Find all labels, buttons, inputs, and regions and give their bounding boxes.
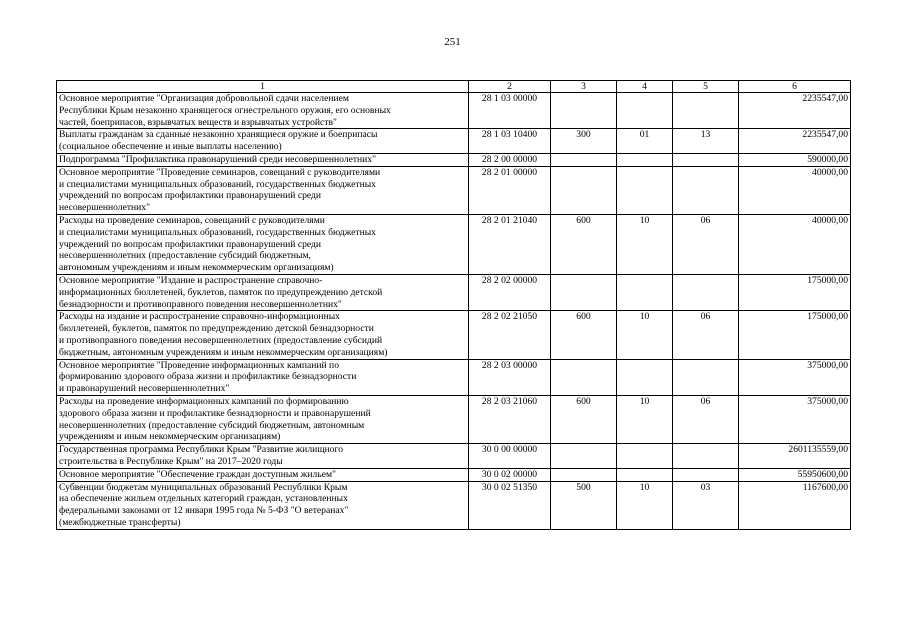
header-col-5: 5	[673, 81, 739, 93]
row-vr-cell	[551, 359, 617, 395]
row-sum-cell: 2235547,00	[739, 93, 851, 129]
row-vr-cell	[551, 274, 617, 310]
row-pr-cell: 03	[673, 481, 739, 529]
row-sum-cell: 175000,00	[739, 274, 851, 310]
row-vr-cell	[551, 468, 617, 481]
row-rz-cell	[617, 468, 673, 481]
header-col-1: 1	[57, 81, 469, 93]
row-sum-cell: 55950600,00	[739, 468, 851, 481]
row-vr-cell: 600	[551, 395, 617, 443]
row-rz-cell	[617, 274, 673, 310]
row-vr-cell: 600	[551, 311, 617, 359]
row-sum-cell: 175000,00	[739, 311, 851, 359]
row-rz-cell: 10	[617, 481, 673, 529]
header-row	[57, 81, 851, 93]
row-pr-cell: 06	[673, 395, 739, 443]
row-name-cell: Выплаты гражданам за сданные незаконно хранящиеся оружие и боеприпасы (социальное обеспечение и иные выплаты населению)	[57, 129, 469, 154]
row-name-cell: Расходы на проведение семинаров, совещаний с руководителями и специалистами муниципальных образований, государственных бюджетных учреждений по вопросам профилактики правонарушений среди несовершеннолетних (предоставление субсидий бюджетным, автономным учреждениям и иным некоммерческим организациям)	[57, 214, 469, 274]
table-row	[57, 468, 851, 481]
row-vr-cell: 500	[551, 481, 617, 529]
table-row	[57, 214, 851, 274]
header-col-3: 3	[551, 81, 617, 93]
table-row	[57, 166, 851, 214]
row-name-cell: Основное мероприятие "Издание и распространение справочно- информационных бюллетеней, буклетов, памяток по предупреждению детской безнадзорности и противоправного поведения несовершеннолетних"	[57, 274, 469, 310]
row-sum-cell: 375000,00	[739, 359, 851, 395]
row-code-cell: 28 2 01 00000	[469, 166, 551, 214]
row-rz-cell: 01	[617, 129, 673, 154]
row-code-cell: 28 2 03 21060	[469, 395, 551, 443]
row-sum-cell: 590000,00	[739, 153, 851, 166]
header-col-2: 2	[469, 81, 551, 93]
budget-table	[56, 80, 851, 530]
table-row	[57, 444, 851, 469]
row-sum-cell: 40000,00	[739, 214, 851, 274]
page-number: 251	[444, 36, 461, 48]
row-code-cell: 30 0 02 51350	[469, 481, 551, 529]
row-rz-cell	[617, 359, 673, 395]
row-pr-cell	[673, 274, 739, 310]
row-pr-cell	[673, 93, 739, 129]
row-pr-cell: 06	[673, 311, 739, 359]
row-code-cell: 28 2 00 00000	[469, 153, 551, 166]
row-name-cell: Государственная программа Республики Крым "Развитие жилищного строительства в Республике Крым" на 2017–2020 годы	[57, 444, 469, 469]
row-name-cell: Расходы на издание и распространение справочно-информационных бюллетеней, буклетов, памяток по предупреждению детской безнадзорности и противоправного поведения несовершеннолетних (предоставление субсидий бюджетным, автономным учреждениям и иным некоммерческим организациям)	[57, 311, 469, 359]
table-row	[57, 153, 851, 166]
header-col-4: 4	[617, 81, 673, 93]
row-pr-cell: 06	[673, 214, 739, 274]
row-vr-cell	[551, 93, 617, 129]
row-name-cell: Подпрограмма "Профилактика правонарушений среди несовершеннолетних"	[57, 153, 469, 166]
row-code-cell: 28 1 03 00000	[469, 93, 551, 129]
row-code-cell: 28 2 01 21040	[469, 214, 551, 274]
row-name-cell: Основное мероприятие "Проведение семинаров, совещаний с руководителями и специалистами муниципальных образований, государственных бюджетных учреждений по вопросам профилактики правонарушений среди несовершеннолетних"	[57, 166, 469, 214]
row-name-cell: Основное мероприятие "Обеспечение граждан доступным жильем"	[57, 468, 469, 481]
row-name-cell: Субвенции бюджетам муниципальных образований Республики Крым на обеспечение жильем отдельных категорий граждан, установленных федеральными законами от 12 января 1995 года № 5-ФЗ "О ветеранах" (межбюджетные трансферты)	[57, 481, 469, 529]
table-row	[57, 93, 851, 129]
row-vr-cell	[551, 444, 617, 469]
row-vr-cell: 300	[551, 129, 617, 154]
table-row	[57, 481, 851, 529]
row-code-cell: 28 2 03 00000	[469, 359, 551, 395]
table-row	[57, 129, 851, 154]
row-pr-cell	[673, 468, 739, 481]
row-sum-cell: 2601135559,00	[739, 444, 851, 469]
row-code-cell: 28 1 03 10400	[469, 129, 551, 154]
row-rz-cell	[617, 444, 673, 469]
table-row	[57, 274, 851, 310]
row-sum-cell: 2235547,00	[739, 129, 851, 154]
table-body	[57, 93, 851, 530]
row-code-cell: 30 0 00 00000	[469, 444, 551, 469]
row-code-cell: 28 2 02 21050	[469, 311, 551, 359]
table-row	[57, 359, 851, 395]
row-pr-cell	[673, 153, 739, 166]
row-sum-cell: 375000,00	[739, 395, 851, 443]
row-pr-cell	[673, 444, 739, 469]
table-row	[57, 395, 851, 443]
row-rz-cell: 10	[617, 395, 673, 443]
row-rz-cell: 10	[617, 214, 673, 274]
row-vr-cell: 600	[551, 214, 617, 274]
row-rz-cell	[617, 93, 673, 129]
row-pr-cell	[673, 166, 739, 214]
header-col-6: 6	[739, 81, 851, 93]
row-rz-cell	[617, 166, 673, 214]
row-rz-cell	[617, 153, 673, 166]
row-name-cell: Основное мероприятие "Организация добровольной сдачи населением Республики Крым незаконно хранящегося огнестрельного оружия, его основных частей, боеприпасов, взрывчатых веществ и взрывчатых устройств"	[57, 93, 469, 129]
row-rz-cell: 10	[617, 311, 673, 359]
table-row	[57, 311, 851, 359]
row-vr-cell	[551, 153, 617, 166]
row-code-cell: 30 0 02 00000	[469, 468, 551, 481]
row-pr-cell: 13	[673, 129, 739, 154]
row-name-cell: Расходы на проведение информационных кампаний по формированию здорового образа жизни и профилактике безнадзорности и правонарушений несовершеннолетних (предоставление субсидий бюджетным, автономным учреждениям и иным некоммерческим организациям)	[57, 395, 469, 443]
row-code-cell: 28 2 02 00000	[469, 274, 551, 310]
row-sum-cell: 1167600,00	[739, 481, 851, 529]
row-sum-cell: 40000,00	[739, 166, 851, 214]
row-name-cell: Основное мероприятие "Проведение информационных кампаний по формированию здорового образа жизни и профилактике безнадзорности и правонарушений несовершеннолетних"	[57, 359, 469, 395]
row-pr-cell	[673, 359, 739, 395]
row-vr-cell	[551, 166, 617, 214]
